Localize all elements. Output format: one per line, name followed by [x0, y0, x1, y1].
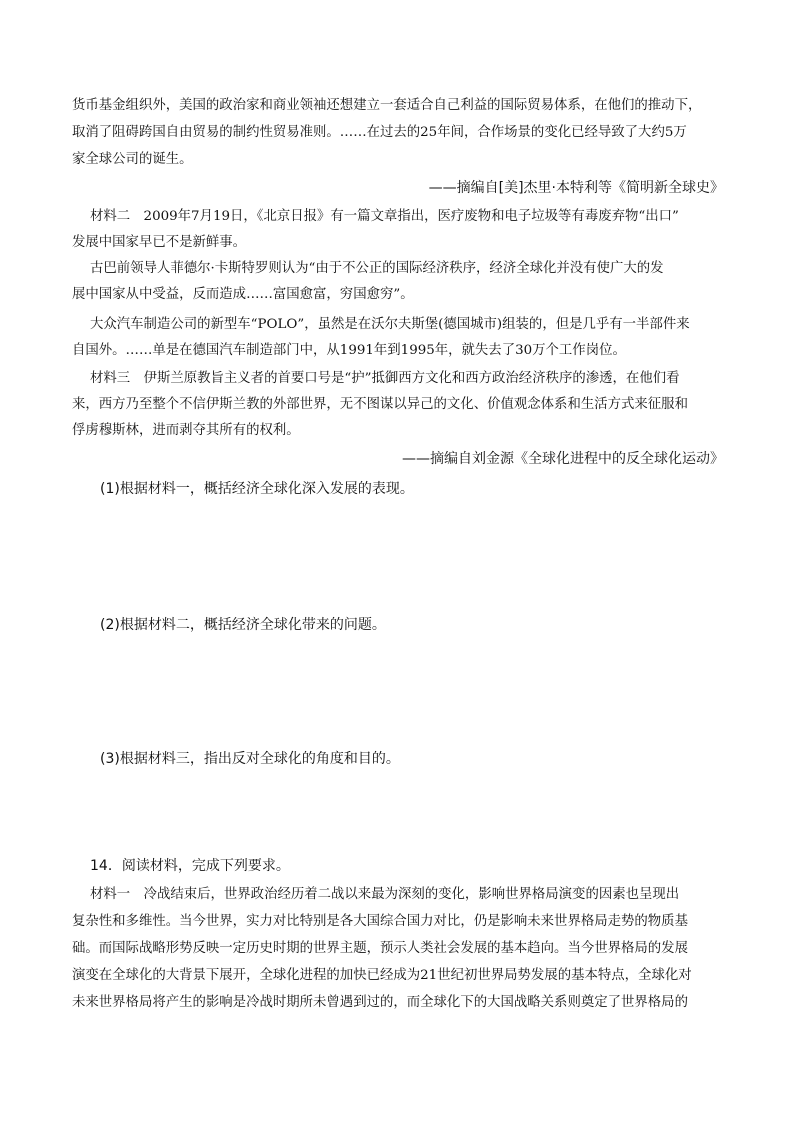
text-line: 来，西方乃至整个不信伊斯兰教的外部世界，无不图谋以异己的文化、价值观念体系和生活方式来征服和: [72, 397, 688, 412]
text-line: 材料二 2009年7月19日，《北京日报》有一篇文章指出，医疗废物和电子垃圾等有毒废弃物“出口”: [90, 209, 679, 224]
question-1: (1)根据材料一，概括经济全球化深入发展的表现。: [100, 481, 414, 497]
text-line: 货币基金组织外，美国的政治家和商业领袖还想建立一套适合自己利益的国际贸易体系，在他们的推动下，: [72, 98, 702, 113]
question-3: (3)根据材料三，指出反对全球化的角度和目的。: [100, 751, 400, 767]
text-line: 材料一 冷战结束后，世界政治经历着二战以来最为深刻的变化，影响世界格局演变的因素也呈现出: [90, 887, 680, 902]
text-line: 发展中国家早已不是新鲜事。: [72, 235, 247, 250]
text-line: 材料三 伊斯兰原教旨主义者的首要口号是“护”抵御西方文化和西方政治经济秩序的渗透，在他们看: [90, 371, 680, 386]
text-line: 演变在全球化的大背景下展开，全球化进程的加快已经成为21世纪初世界局势发展的基本特点，全球化对: [72, 968, 692, 983]
text-line: 俘虏穆斯林，进而剥夺其所有的权利。: [72, 423, 300, 438]
source-citation: ——摘编自[美]杰里·本特利等《简明新全球史》: [428, 180, 724, 196]
text-line: 家全球公司的诞生。: [72, 152, 193, 167]
question-14-heading: 14．阅读材料，完成下列要求。: [90, 858, 290, 874]
text-line: 展中国家从中受益，反而造成……富国愈富，穷国愈穷”。: [72, 287, 414, 302]
question-2: (2)根据材料二，概括经济全球化带来的问题。: [100, 617, 386, 633]
text-line: 复杂性和多维性。当今世界，实力对比特别是各大国综合国力对比，仍是影响未来世界格局走势的物质基: [72, 914, 688, 929]
text-line: 自国外。……单是在德国汽车制造部门中，从1991年到1995年，就失去了30万个工作岗位。: [72, 343, 626, 358]
text-line: 未来世界格局将产生的影响是冷战时期所未曾遇到过的，而全球化下的大国战略关系则奠定了世界格局的: [72, 995, 688, 1010]
source-citation: ——摘编自刘金源《全球化进程中的反全球化运动》: [402, 451, 724, 467]
text-line: 大众汽车制造公司的新型车“POLO”，虽然是在沃尔夫斯堡(德国城市)组装的，但是几乎有一半部件来: [90, 317, 690, 332]
text-line: 古巴前领导人菲德尔·卡斯特罗则认为“由于不公正的国际经济秩序，经济全球化并没有使广大的发: [90, 261, 664, 276]
text-line: 础。而国际战略形势反映一定历史时期的世界主题，预示人类社会发展的基本趋向。当今世界格局的发展: [72, 941, 688, 956]
text-line: 取消了阻碍跨国自由贸易的制约性贸易准则。……在过去的25年间，合作场景的变化已经导致了大约5万: [72, 125, 687, 140]
